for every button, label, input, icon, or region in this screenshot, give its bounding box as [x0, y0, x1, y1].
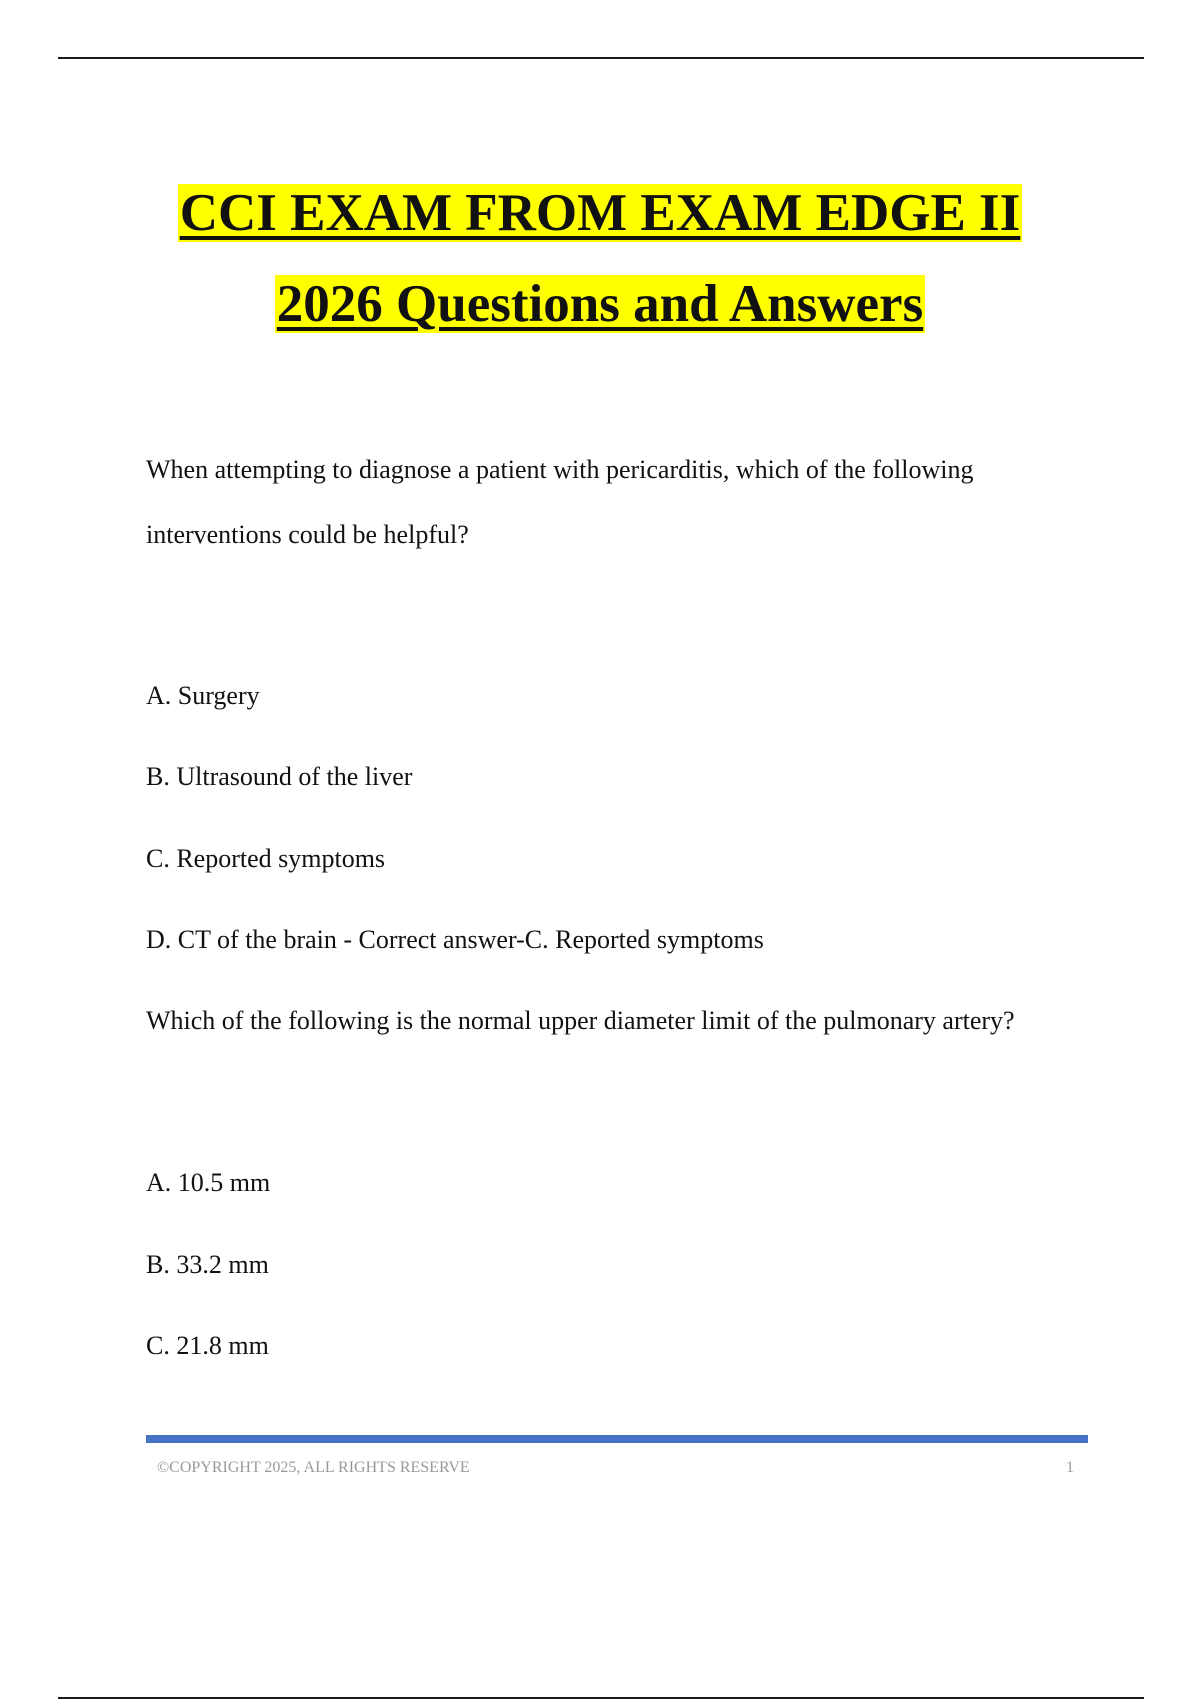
question-2-option-b: B. 33.2 mm [146, 1250, 269, 1279]
title-line-2-text: 2026 Questions and Answers [276, 275, 924, 333]
question-2-option-c: C. 21.8 mm [146, 1331, 269, 1360]
footer-bar [146, 1435, 1088, 1443]
question-1-prompt-line-1: When attempting to diagnose a patient with pericarditis, which of the following [146, 455, 974, 484]
question-1-prompt-line-2: interventions could be helpful? [146, 520, 469, 549]
question-1-option-c: C. Reported symptoms [146, 844, 386, 873]
top-rule [58, 57, 1144, 59]
bottom-rule [58, 1697, 1144, 1699]
question-1-option-a: A. Surgery [146, 681, 260, 710]
question-2-option-a: A. 10.5 mm [146, 1168, 271, 1197]
document-title-line-2 [0, 274, 1200, 334]
document-title-line-1 [0, 183, 1200, 243]
question-2-prompt: Which of the following is the normal upper diameter limit of the pulmonary artery? [146, 1006, 1015, 1035]
footer-page-number: 1 [1066, 1459, 1074, 1476]
title-line-1-text: CCI EXAM FROM EXAM EDGE II [179, 184, 1021, 242]
question-1-option-b: B. Ultrasound of the liver [146, 762, 413, 791]
question-1-option-d-answer: D. CT of the brain - Correct answer-C. Reported symptoms [146, 925, 764, 954]
footer-copyright: ©COPYRIGHT 2025, ALL RIGHTS RESERVE [157, 1459, 470, 1476]
